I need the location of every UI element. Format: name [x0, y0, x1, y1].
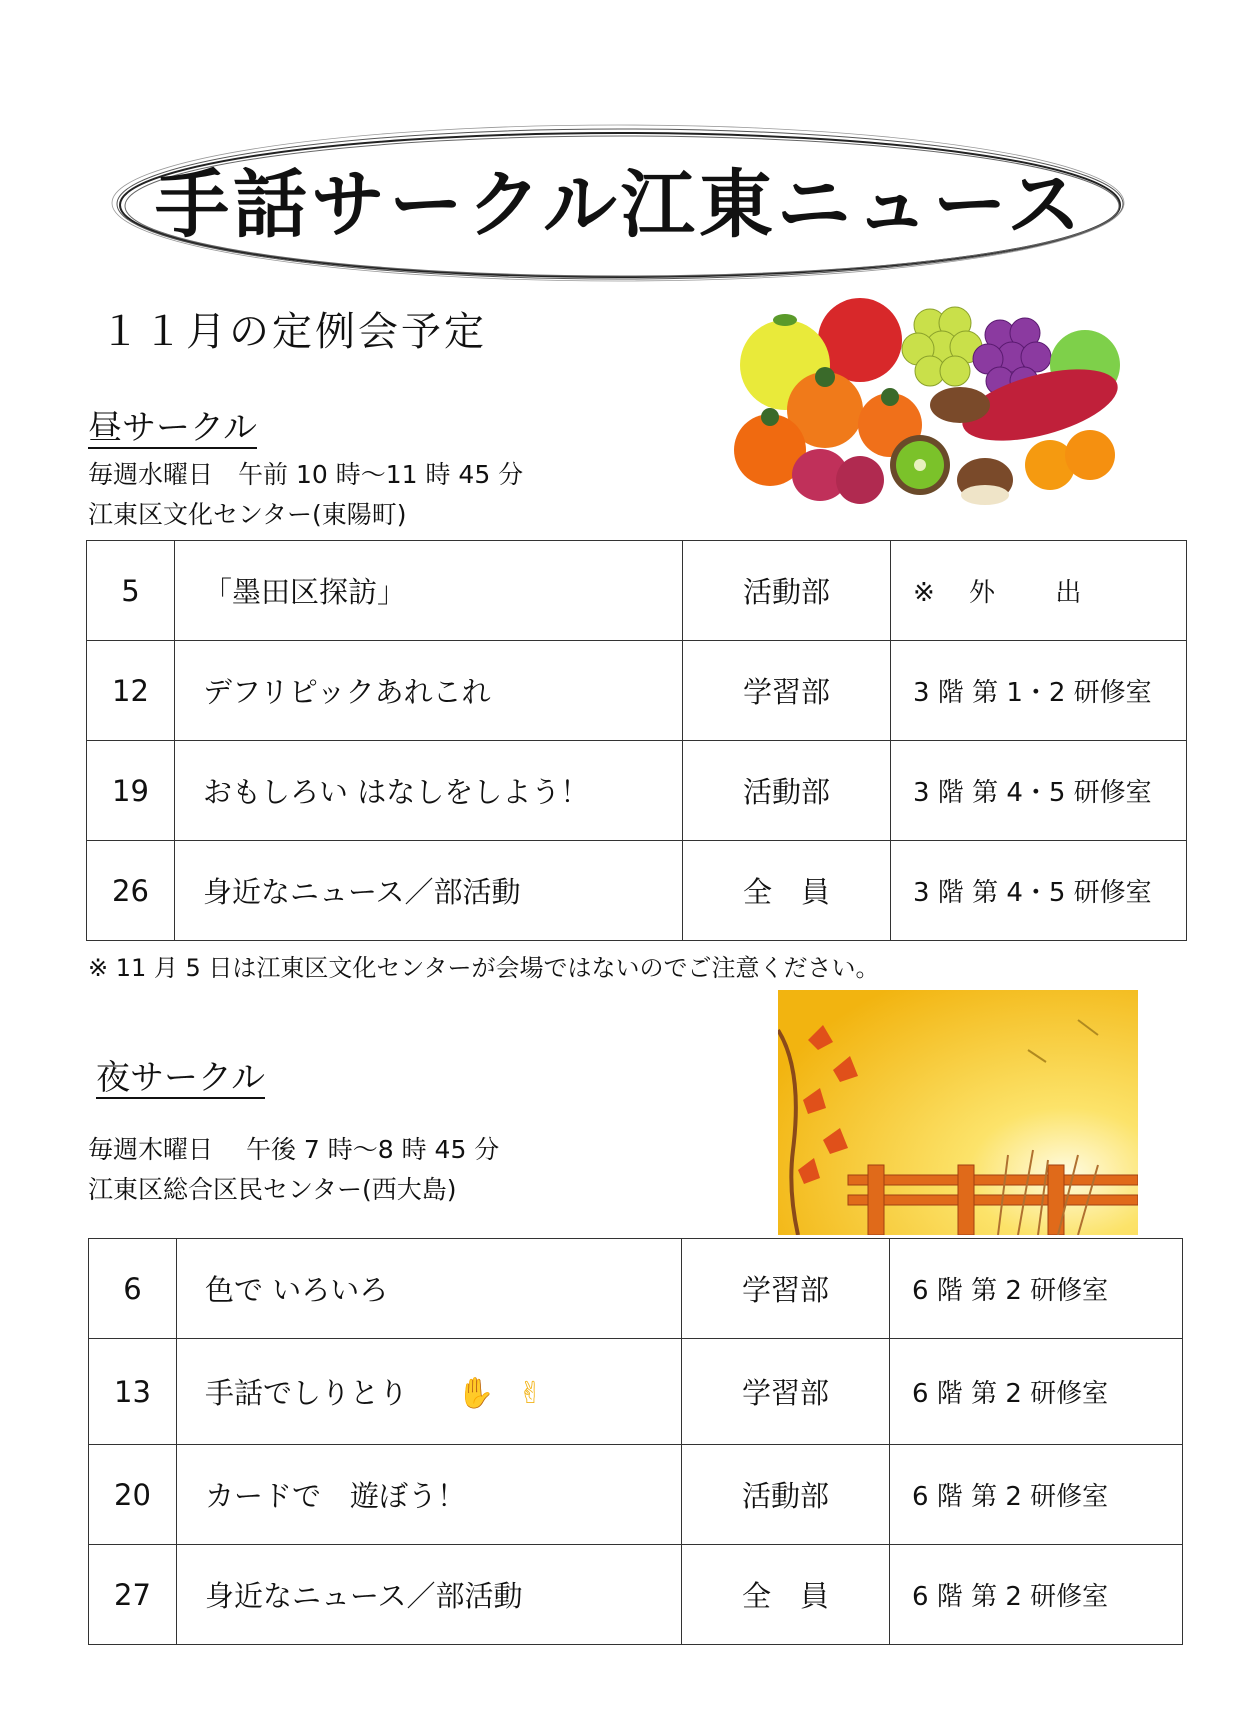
room: 3 階 第 1・2 研修室	[891, 641, 1187, 741]
department: 学習部	[682, 1339, 890, 1445]
day-circle-venue: 江東区文化センター(東陽町)	[88, 500, 407, 529]
autumn-illustration	[778, 990, 1138, 1235]
victory-hand-icon: ✌	[517, 1376, 543, 1411]
topic: カードで 遊ぼう！	[177, 1445, 682, 1545]
day-number: 27	[89, 1545, 177, 1645]
department: 学習部	[682, 1239, 890, 1339]
department: 活動部	[683, 741, 891, 841]
page-title: 手話サークル江東ニュース	[154, 162, 1086, 248]
department: 活動部	[683, 541, 891, 641]
topic: デフリピックあれこれ	[175, 641, 683, 741]
room: 3 階 第 4・5 研修室	[891, 741, 1187, 841]
day-number: 26	[87, 841, 175, 941]
table-row	[89, 1239, 1183, 1339]
day-number: 5	[87, 541, 175, 641]
table-row	[87, 841, 1187, 941]
day-number: 20	[89, 1445, 177, 1545]
table-row	[89, 1445, 1183, 1545]
day-schedule-table	[86, 540, 1187, 941]
fruit-illustration	[730, 285, 1130, 515]
night-circle-venue: 江東区総合区民センター(西大島)	[88, 1175, 457, 1204]
day-number: 6	[89, 1239, 177, 1339]
department: 学習部	[683, 641, 891, 741]
topic: 色で いろいろ	[177, 1239, 682, 1339]
topic-cell	[177, 1339, 682, 1445]
department: 全 員	[682, 1545, 890, 1645]
table-row	[87, 741, 1187, 841]
room: 3 階 第 4・5 研修室	[891, 841, 1187, 941]
topic: 「墨田区探訪」	[175, 541, 683, 641]
table-row	[87, 641, 1187, 741]
day-number: 12	[87, 641, 175, 741]
table-row	[87, 541, 1187, 641]
room: ※ 外 出	[891, 541, 1187, 641]
night-circle-title: 夜サークル	[96, 1058, 265, 1098]
department: 全 員	[683, 841, 891, 941]
venue-note: ※ 11 月 5 日は江東区文化センターが会場ではないのでご注意ください。	[88, 954, 880, 982]
day-circle-title: 昼サークル	[88, 408, 257, 448]
table-row	[89, 1339, 1183, 1445]
night-schedule-table	[88, 1238, 1183, 1645]
room: 6 階 第 2 研修室	[890, 1545, 1183, 1645]
night-circle-schedule: 毎週木曜日 午後 7 時～8 時 45 分	[88, 1135, 500, 1164]
topic: 身近なニュース／部活動	[175, 841, 683, 941]
department: 活動部	[682, 1445, 890, 1545]
table-row	[89, 1545, 1183, 1645]
section-heading: １１月の定例会予定	[100, 309, 487, 355]
room: 6 階 第 2 研修室	[890, 1339, 1183, 1445]
topic: 身近なニュース／部活動	[177, 1545, 682, 1645]
topic: おもしろい はなしをしよう！	[175, 741, 683, 841]
day-number: 19	[87, 741, 175, 841]
room: 6 階 第 2 研修室	[890, 1445, 1183, 1545]
topic: 手話でしりとり	[205, 1376, 409, 1410]
day-circle-schedule: 毎週水曜日 午前 10 時～11 時 45 分	[88, 460, 524, 489]
day-number: 13	[89, 1339, 177, 1445]
room: 6 階 第 2 研修室	[890, 1239, 1183, 1339]
raised-hand-icon: ✋	[457, 1376, 495, 1411]
